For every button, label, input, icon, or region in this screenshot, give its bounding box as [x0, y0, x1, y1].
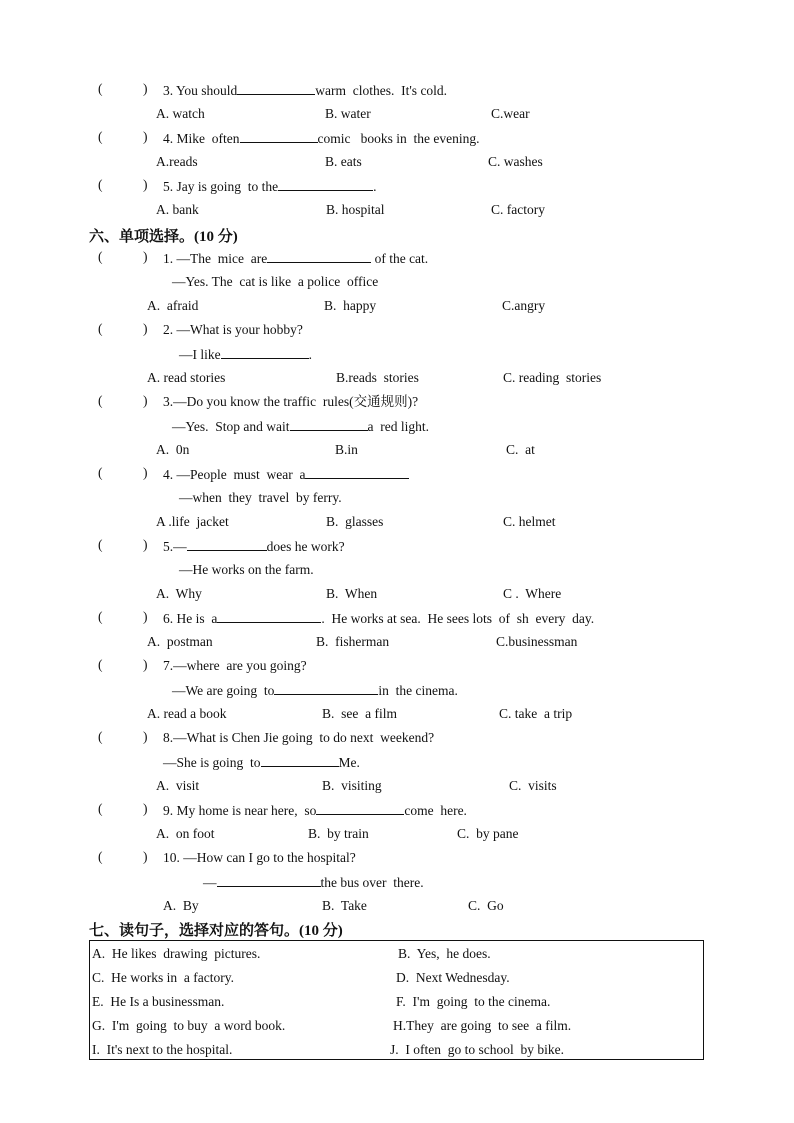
answer-options-box	[89, 940, 704, 1060]
answer-paren-6-9[interactable]: ( )	[98, 801, 148, 816]
answer-paren-6-6[interactable]: ( )	[98, 609, 148, 624]
question-line-2: —He works on the farm.	[179, 562, 314, 577]
answer-option-b: B. Yes, he does.	[398, 946, 491, 961]
question-text: 4. Mike often comic books in the evening.	[163, 131, 480, 146]
option-c: C. Go	[468, 898, 504, 913]
answer-blank[interactable]	[217, 873, 321, 887]
answer-option-g: G. I'm going to buy a word book.	[92, 1018, 286, 1033]
option-b: B. eats	[325, 154, 362, 169]
question-text: 7.—where are you going?	[163, 658, 307, 673]
answer-option-c: C. He works in a factory.	[92, 970, 234, 985]
answer-paren-5-3[interactable]: ( )	[98, 81, 148, 96]
option-c: C.wear	[491, 106, 530, 121]
option-c: C. take a trip	[499, 706, 573, 721]
question-text: 4. —People must wear a	[163, 465, 409, 484]
answer-blank[interactable]	[278, 177, 373, 191]
answer-option-j: J. I often go to school by bike.	[390, 1042, 564, 1057]
option-a: A. on foot	[156, 826, 215, 841]
answer-blank[interactable]	[261, 753, 339, 767]
answer-option-i: I. It's next to the hospital.	[92, 1042, 233, 1057]
question-text: 9. My home is near here, so come here.	[163, 803, 467, 818]
answer-option-a: A. He likes drawing pictures.	[92, 946, 261, 961]
answer-paren-5-4[interactable]: ( )	[98, 129, 148, 144]
answer-paren-6-5[interactable]: ( )	[98, 537, 148, 552]
option-a: A. afraid	[147, 298, 199, 313]
option-c: C. factory	[491, 202, 545, 217]
question-text: 5. Jay is going to the .	[163, 179, 377, 194]
question-text: 8.—What is Chen Jie going to do next weekend?	[163, 730, 435, 745]
answer-paren-6-10[interactable]: ( )	[98, 849, 148, 864]
option-c: C. at	[506, 442, 535, 457]
answer-blank[interactable]	[221, 345, 309, 359]
question-text: 5.— does he work?	[163, 539, 345, 554]
option-b: B.in	[335, 442, 358, 457]
option-a: A. postman	[147, 634, 213, 649]
answer-blank[interactable]	[267, 249, 371, 263]
option-a: A. By	[163, 898, 199, 913]
option-b: B.reads stories	[336, 370, 419, 385]
question-text: 3. You should warm clothes. It's cold.	[163, 83, 448, 98]
answer-option-f: F. I'm going to the cinema.	[396, 994, 551, 1009]
question-line-2: —Yes. The cat is like a police office	[172, 274, 379, 289]
question-line-2: —She is going to Me.	[163, 755, 360, 770]
question-text: 1. —The mice are of the cat.	[163, 251, 429, 266]
question-text: 6. He is a . He works at sea. He sees lots of sh every day.	[163, 611, 595, 626]
option-a: A. read stories	[147, 370, 226, 385]
option-c: C.businessman	[496, 634, 578, 649]
option-c: C. washes	[488, 154, 543, 169]
answer-blank[interactable]	[274, 681, 378, 695]
answer-paren-5-5[interactable]: ( )	[98, 177, 148, 192]
answer-blank[interactable]	[187, 537, 267, 551]
option-b: B. Take	[322, 898, 367, 913]
answer-blank[interactable]	[237, 81, 315, 95]
option-c: C . Where	[503, 586, 562, 601]
answer-blank[interactable]	[316, 801, 404, 815]
option-a: A. read a book	[147, 706, 227, 721]
answer-paren-6-2[interactable]: ( )	[98, 321, 148, 336]
answer-blank[interactable]	[240, 129, 318, 143]
question-text: 2. —What is your hobby?	[163, 322, 303, 337]
option-b: B. When	[326, 586, 378, 601]
option-b: B. fisherman	[316, 634, 390, 649]
option-a: A. Why	[156, 586, 202, 601]
option-b: B. by train	[308, 826, 369, 841]
option-a: A .life jacket	[156, 514, 229, 529]
option-a: A. watch	[156, 106, 205, 121]
question-text: 10. —How can I go to the hospital?	[163, 850, 356, 865]
question-line-2: —We are going to in the cinema.	[172, 683, 458, 698]
answer-paren-6-8[interactable]: ( )	[98, 729, 148, 744]
question-text: 3.—Do you know the traffic rules(交通规则)?	[163, 394, 419, 410]
question-line-2: —Yes. Stop and wait a red light.	[172, 419, 429, 434]
option-b: B. glasses	[326, 514, 384, 529]
option-b: B. hospital	[326, 202, 385, 217]
answer-blank[interactable]	[290, 417, 368, 431]
answer-blank[interactable]	[305, 465, 409, 479]
answer-option-e: E. He Is a businessman.	[92, 994, 225, 1009]
option-a: A. visit	[156, 778, 200, 793]
option-b: B. water	[325, 106, 371, 121]
option-b: B. visiting	[322, 778, 382, 793]
answer-paren-6-4[interactable]: ( )	[98, 465, 148, 480]
answer-option-h: H.They are going to see a film.	[393, 1018, 572, 1033]
answer-option-d: D. Next Wednesday.	[396, 970, 510, 985]
section-7-title: 七、读句子，选择对应的答句。(10 分)	[89, 921, 343, 939]
option-b: B. see a film	[322, 706, 397, 721]
section-6-title: 六、单项选择。(10 分)	[89, 227, 238, 245]
option-b: B. happy	[324, 298, 377, 313]
option-c: C. visits	[509, 778, 557, 793]
option-c: C. by pane	[457, 826, 519, 841]
question-line-2: —when they travel by ferry.	[179, 490, 342, 505]
option-c: C. reading stories	[503, 370, 602, 385]
option-a: A.reads	[156, 154, 198, 169]
question-line-2: —I like .	[179, 347, 312, 362]
answer-blank[interactable]	[217, 609, 321, 623]
question-line-2: — the bus over there.	[203, 875, 424, 890]
option-c: C. helmet	[503, 514, 556, 529]
option-a: A. 0n	[156, 442, 190, 457]
option-a: A. bank	[156, 202, 199, 217]
answer-paren-6-7[interactable]: ( )	[98, 657, 148, 672]
option-c: C.angry	[502, 298, 546, 313]
answer-paren-6-1[interactable]: ( )	[98, 249, 148, 264]
answer-paren-6-3[interactable]: ( )	[98, 393, 148, 408]
